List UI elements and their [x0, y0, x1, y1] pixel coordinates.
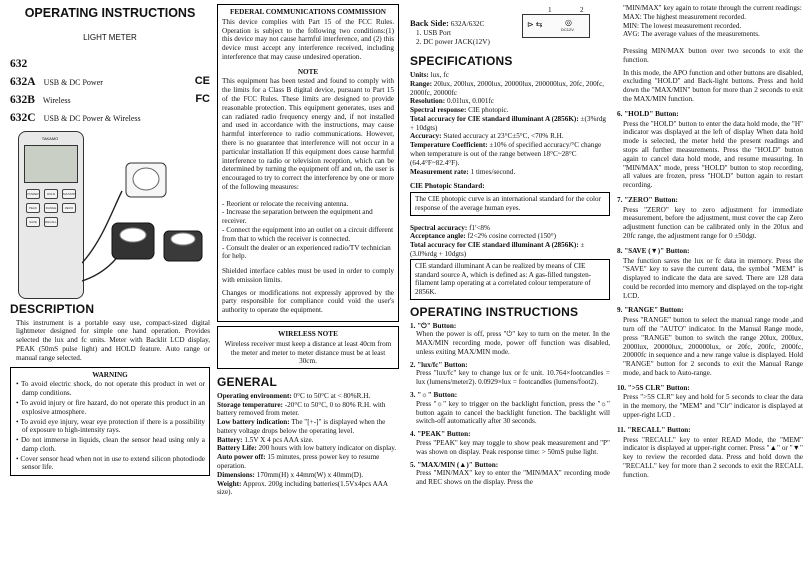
power-button-icon: POWER	[26, 189, 40, 199]
dc-jack-icon: ◎	[565, 18, 572, 27]
op-item: 2. "lux/fc" Button: Press "lux/fc" key to change lux or fc unit. 10.764×footcandles = lux (lumens/meter2). 0.0929×lux = footcandles (lumens/foot2).	[410, 360, 610, 387]
list-item: Weight: Approx. 200g including batteries(1.5Vx4pcs AAA size).	[217, 479, 388, 497]
wireless-text: Wireless receiver must keep a distance at least 40cm from the meter and meter to meter distance must be at least 30cm.	[224, 339, 392, 366]
shielded-text: Shielded interface cables must be used in order to comply with emission limits.	[222, 267, 394, 284]
cie-box: The CIE photopic curve is an international standard for the color response of the average human eyes.	[410, 192, 610, 216]
range-button-icon: RANGE	[44, 203, 58, 213]
list-item: • To avoid eye injury, wear eye protection if there is a possibility of exposure to high-intensity rays.	[22, 418, 205, 436]
op-text: The function saves the lux or fc data in memory. Press the "SAVE" key to save the current data, the symbol "MEM" is displayed to indicate the data are saved. There are 128 data could be recorded into memory and displayed on the top-right LCD.	[623, 256, 803, 300]
measure-item: - Increase the separation between the equipment and receiver.	[222, 208, 373, 226]
fcc-box	[217, 4, 399, 322]
op-item: 5. "MAX/MIN (▲)" Button: Press "MIN/MAX" key to enter the "MIN/MAX" recording mode and REC shows on the display. Press the	[410, 460, 610, 487]
description-heading: DESCRIPTION	[10, 302, 95, 317]
model-number: 632B	[10, 94, 35, 107]
sensor-heads-icon	[82, 131, 210, 299]
back-panel-icon	[522, 14, 590, 38]
list-item: Acceptance angle: f2<2% cosine corrected (150°)	[410, 232, 557, 241]
list-item: Accuracy: Stated accuracy at 23°C±5°C, <70% R.H.	[410, 132, 564, 141]
measure-item: - Consult the dealer or an experienced radio/TV technician for help.	[222, 243, 391, 261]
list-item: 1. USB Port	[416, 28, 451, 37]
column-3	[410, 0, 610, 491]
list-item: Range: 20lux, 200lux, 2000lux, 20000lux, 200000lux, 20fc, 200fc, 2000fc, 20000fc	[410, 79, 605, 97]
model-number: 632	[10, 58, 28, 70]
fcc-logo: FC	[195, 93, 210, 106]
model-label: USB & DC Power	[43, 78, 103, 88]
general-list	[217, 392, 399, 497]
device-illustration	[10, 131, 210, 299]
model-row	[10, 57, 210, 71]
op-text: Press the "HOLD" button to enter the data hold mode, the "H" indicator was displayed at the left of display When data hold mode is selected, the meter held the present readings and stops all further measurements. Press the "HOLD" button again to cancel data hold mode, and resume measuring. In "MIN/MAX" mode, press "HOLD" button to stop recording, all values are frozen, press "HOLD" button again to restart recording.	[623, 119, 803, 190]
op-heading: 8. "SAVE (▼)" Button:	[617, 246, 690, 255]
specs-list	[410, 71, 610, 176]
list-item: Temperature Coefficient: ±10% of specified accuracy/°C change when temperature is out of the range between 18°C~28°C (64.4°F~82.4°F).	[410, 141, 602, 167]
device-brand: TAKAMO	[41, 136, 59, 142]
back-side-section	[410, 6, 610, 46]
warning-list	[15, 380, 205, 472]
op-heading: 10. ">5S CLR" Button:	[617, 383, 690, 392]
op-heading: 7. "ZERO" Button:	[617, 195, 678, 204]
op-text: Press ">5S CLR" key and hold for 5 seconds to clear the data in the memory, the "MEM" and "Clr" indicator is displayed at upper-right LCD .	[623, 393, 803, 420]
port-number: 1	[548, 6, 552, 14]
model-row	[10, 93, 210, 107]
port-number: 2	[580, 6, 584, 14]
changes-text: Changes or modifications not expressly approved by the party responsible for compliance could void the user's authority to operate the equipment.	[222, 288, 394, 315]
op-text: Press "ZERO" key to zero adjustment for immediate measurement, before the adjustment, must cover the cap Zero adjustment function can be calibrated only in the 20lux and 20fc range, the adjustment range for 0 ±50dgt.	[623, 205, 803, 240]
lcd-screen-icon	[24, 145, 78, 183]
list-item: • To avoid electric shock, do not operate this product in wet or damp conditions.	[22, 380, 205, 398]
fcc-heading: FEDERAL COMMUNICATIONS COMMISSION	[229, 8, 386, 16]
list-item: MIN: The lowest measurement recorded.	[623, 21, 742, 30]
list-item: Operating environment: 0°C to 50°C at < 80%R.H.	[217, 391, 371, 400]
list-item: Total accuracy for CIE standard illuminant A (2856K): ±(3%rdg + 10dgts)	[410, 114, 607, 132]
model-number: 632C	[10, 112, 36, 125]
list-item: Battery Life: 200 hours with low battery indicator on display.	[217, 444, 397, 453]
wireless-box	[217, 326, 399, 369]
maxmin-cont: In this mode, the APO function and other buttons are disabled, excluding "HOLD" and Back-light buttons. Press and hold down the "MAX/MIN" button for more than 2 seconds to exit the MAX/MIN function.	[623, 68, 803, 104]
save-button-icon: SAVE	[26, 217, 40, 227]
list-item: Spectral response: CIE photopic.	[410, 106, 509, 115]
list-item: Measurement rate: 1 times/second.	[410, 167, 516, 176]
list-item: Storage temperature: -20°C to 50°C, 0 to 80% R.H. with battery removed from meter.	[217, 400, 386, 418]
list-item: MAX: The highest measurement recorded.	[623, 12, 747, 21]
warning-heading: WARNING	[92, 370, 128, 379]
wireless-heading: WIRELESS NOTE	[278, 330, 338, 338]
op-heading: 9. "RANGE" Button:	[617, 306, 684, 315]
back-side-label: Back Side:	[410, 18, 449, 28]
model-label: Wireless	[42, 96, 71, 106]
list-item: • Do not immerse in liquids, clean the sensor head using only a damp cloth.	[22, 436, 205, 454]
model-label: USB & DC Power & Wireless	[43, 114, 141, 124]
subtitle: LIGHT METER	[83, 33, 137, 43]
measure-item: - Reorient or relocate the receiving antenna.	[222, 199, 349, 208]
note-heading: NOTE	[297, 67, 319, 76]
general-heading: GENERAL	[217, 375, 278, 390]
measure-item: - Connect the equipment into an outlet on a circuit different from that to which the receiver is connected.	[222, 225, 394, 243]
list-item: Battery: 1.5V X 4 pcs AAA size.	[217, 435, 314, 444]
back-side-models: 632A/632C	[448, 20, 485, 28]
ce-logo: CE	[194, 75, 210, 88]
usb-icon: ⊳ ⇆	[527, 20, 543, 29]
maxmin-cont: Pressing MIN/MAX button over two seconds to exit the function.	[623, 47, 803, 64]
list-item: Units: lux, fc	[410, 70, 449, 79]
list-item: AVG: The average values of the measurements.	[623, 30, 760, 39]
list-item: Total accuracy for CIE standard illuminant A (2856K): ±(3.0%rdg + 10dgts)	[410, 241, 585, 259]
list-item: 2. DC power JACK(12V)	[416, 37, 490, 46]
illuminant-box: CIE standard illuminant A can be realized by means of CIE standard source A, which is defined as: A gas-filled tungsten-filament lamp operating at a correlated colour temperature of 2856K.	[410, 259, 610, 300]
column-4	[617, 0, 803, 484]
model-row	[10, 75, 210, 89]
maxmin-button-icon: MAX/MIN	[62, 189, 76, 199]
op-heading: 6. "HOLD" Button:	[617, 109, 679, 118]
op-item: 1. "⏻" Button: When the power is off, press "⏻" key to turn on the meter. In the MAX/MIN recording mode, power off function was disabled, unless exiting MAX/MIN mode.	[410, 321, 610, 356]
op-text: Press "RECALL" key to enter READ Mode, the "MEM" indicator is displayed at upper-right corner. Press "▲" or "▼" key to review the recorded data. Press and hold down the "RECALL" key for more than 2 seconds to exit the RECALL function.	[623, 435, 803, 479]
recall-button-icon: RECALL	[44, 217, 58, 227]
column-1	[10, 0, 210, 476]
note-text: This equipment has been tested and found to comply with the limits for a Class B digital device, pursuant to Part 15 of the FCC Rules. These limits are designed to provide reasonable protection. This equipment generates, uses and can radiated radio frequency energy and, if not installed and used in accordance with the instructions, may cause harmful interference to radio communications. However, there is no guarantee that interference will not occur in a particular installation If this equipment does cause harmful interference to radio or television reception, which can be determined by turning the equipment off and on, the user is encouraged to try to correct the interference by one or more of the following measures:	[222, 77, 394, 191]
warning-box	[10, 367, 210, 477]
page-title: OPERATING INSTRUCTIONS	[24, 6, 196, 20]
list-item: Resolution: 0.01lux, 0.001fc	[410, 97, 495, 106]
column-2	[217, 0, 399, 497]
op-item: 4. "PEAK" Button: Press "PEAK" key may toggle to show peak measurement and "P" was shown on display. Peak response time: > 50mS pulse light.	[410, 430, 610, 456]
peak-button-icon: PEAK	[26, 203, 40, 213]
op-heading: OPERATING INSTRUCTIONS	[410, 304, 579, 319]
zero-button-icon: ZERO	[62, 203, 76, 213]
list-item: Spectral accuracy: f1'<8%	[410, 223, 490, 232]
hold-button-icon: HOLD	[44, 189, 58, 199]
model-row	[10, 111, 210, 125]
fcc-text: This device complies with Part 15 of the FCC Rules. Operation is subject to the following two conditions:(1) this device may not cause harmful interference, and (2) this device must accept any interference received, including interference that may cause undesired operation.	[222, 17, 394, 61]
description-text: This instrument is a portable easy use, compact-sized digital lightmeter designed for simple one hand operation. Provides selected the lux and fc units. Meter with Backlit LCD display, PEAK (50mS pulse light) and HOLD feature. Auto range or manual range selected.	[16, 318, 210, 362]
op-item: 3. "☼" Button: Press "☼" key to trigger on the backlight function, press the "☼" button again to cancel the backlight function. The backlight will switch-off automatically after 30 seconds.	[410, 391, 610, 426]
specs-heading: SPECIFICATIONS	[410, 54, 513, 69]
list-item: • Cover sensor head when not in use to extend silicon photodiode sensor life.	[22, 455, 205, 473]
model-number: 632A	[10, 76, 36, 89]
list-item: Auto power off: 15 minutes, press power key to resume operation.	[217, 453, 380, 470]
dc-label: DC12V	[561, 27, 574, 32]
op-text: Press "RANGE" button to select the manual range mode ,and turn off the "AUTO" indicator. In the Manual Range mode, press "RANGE" button to switch the range 20lux, 200lux, 2000lux, 20000lux, 200000lux, or 20fc, 200fc, 2000fc, 20000fc in sequence and a new range value is displayed. Hold "RANGE" button for 2 seconds to exit the Manual Range mode, and back to Auto-range.	[623, 316, 803, 377]
list-item: Low battery indication: The "[+-]" is displayed when the battery voltage drops below the operating level.	[217, 418, 386, 435]
maxmin-cont: "MIN/MAX" key again to rotate through the current readings:	[623, 4, 802, 12]
list-item: • To avoid injury or fire hazard, do not operate this product in an explosive atmosphere.	[22, 399, 205, 417]
op-heading: 11. "RECALL" Button:	[617, 425, 691, 434]
cie-heading: CIE Photopic Standard:	[410, 182, 485, 191]
list-item: Dimensions: 170mm(H) x 44mm(W) x 40mm(D).	[217, 470, 364, 479]
